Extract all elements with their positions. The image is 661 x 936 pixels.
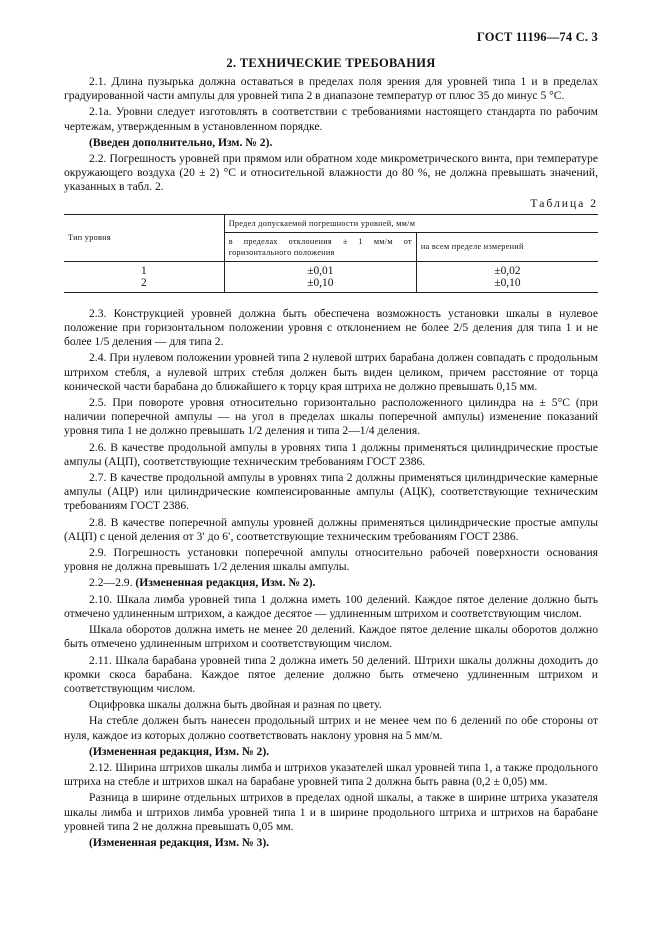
paragraph-prefix: 2.2—2.9. xyxy=(89,576,136,590)
paragraph: (Измененная редакция, Изм. № 3). xyxy=(89,835,270,849)
paragraph: 2.2. Погрешность уровней при прямом или обратном ходе микрометрического винта, при температуре окружающего воздуха (20 ± 2) °С и относительной влажности до 80 %, не должна превышать значений, указанных в табл. 2. xyxy=(64,152,598,194)
paragraphs-after-table xyxy=(64,307,598,850)
table-caption: Таблица 2 xyxy=(530,196,598,210)
paragraph: 2.3. Конструкцией уровней должна быть обеспечена возможность установки шкалы в нулевое положение при горизонтальном положении уровня с отклонением не более 2/5 деления для типа 1 и не более 1/5 деления — для типа 2. xyxy=(64,306,598,349)
column-group-header-error-limit: Предел допускаемой погрешности уровней, мм/м xyxy=(224,214,598,232)
paragraph: 2.7. В качестве продольной ампулы в уровнях типа 2 должны применяться цилиндрические камерные ампулы (АЦР) или цилиндрические компенсированные ампулы (АЦК), соответствующие техническим требованиям ГОСТ 2386. xyxy=(64,471,598,513)
paragraph xyxy=(64,576,598,590)
paragraph: 2.9. Погрешность установки поперечной ампулы относительно рабочей поверхности основания уровня не должна превышать 1/2 деления шкалы ампулы. xyxy=(64,546,598,574)
cell-full-range: ±0,02 xyxy=(416,261,598,277)
paragraph: 2.12. Ширина штрихов шкалы лимба и штрихов указателей шкал уровней типа 1, а также продольного штриха на стебле и штрихов шкал на барабане уровней типа 2 должна быть равна (0,2 ± 0,05) мм. xyxy=(64,760,598,789)
page-header: ГОСТ 11196—74 С. 3 xyxy=(476,30,598,44)
paragraph: (Введен дополнительно, Изм. № 2). xyxy=(89,135,273,149)
table-row xyxy=(64,261,598,277)
paragraph: 2.5. При повороте уровня относительно горизонтально расположенного цилиндра на ± 5°С (при наличии поперечной ампулы — на угол в пределах шкалы поперечной ампулы) изменение показаний уровня типа 1 не должно превышать 1/2 деления и типа 2—1/4 деления. xyxy=(64,396,598,438)
section-title: 2. ТЕХНИЧЕСКИЕ ТРЕБОВАНИЯ xyxy=(226,56,436,70)
paragraph: Шкала оборотов должна иметь не менее 20 делений. Каждое пятое деление шкалы оборотов должно быть отмечено удлиненным штрихом и соответствующим числом. xyxy=(64,623,598,651)
column-header-full-range: на всем пределе измерений xyxy=(416,232,598,261)
paragraph: 2.4. При нулевом положении уровней типа 2 нулевой штрих барабана должен совпадать с продольным штрихом стебля, а нулевой штрих стебля должен быть виден целиком, причем расстояние от торца конической части барабана до ближайшего к торцу края штриха не должно превышать 0,15 мм. xyxy=(64,351,598,393)
paragraph: 2.8. В качестве поперечной ампулы уровней должны применяться цилиндрические простые ампулы (АЦП) с ценой деления от 3′ до 6′, соответствующие техническим требованиям ГОСТ 2386. xyxy=(64,515,598,543)
cell-within-deviation: ±0,01 xyxy=(224,261,416,277)
paragraph: 2.1. Длина пузырька должна оставаться в пределах поля зрения для уровней типа 1 и в пределах градуированной части ампулы для уровней типа 2 в диапазоне температур от плюс 35 до минус 5 °С. xyxy=(64,75,598,103)
paragraph: Оцифровка шкалы должна быть двойная и разная по цвету. xyxy=(89,698,382,712)
cell-level-type: 1 xyxy=(64,261,224,277)
paragraph: (Измененная редакция, Изм. № 2). xyxy=(89,744,270,758)
paragraph: 2.1а. Уровни следует изготовлять в соответствии с требованиями настоящего стандарта по рабочим чертежам, утвержденным в установленном порядке. xyxy=(64,105,598,133)
cell-level-type: 2 xyxy=(64,277,224,293)
tolerance-table xyxy=(64,214,598,293)
cell-full-range: ±0,10 xyxy=(416,277,598,293)
cell-within-deviation: ±0,10 xyxy=(224,277,416,293)
paragraph: 2.10. Шкала лимба уровней типа 1 должна иметь 100 делений. Каждое пятое деление должно быть отмечено удлиненным штрихом, а каждое десятое — удлиненным штрихом и соответствующим числом. xyxy=(64,592,598,620)
paragraphs-before-table xyxy=(64,75,598,195)
amendment-note: (Измененная редакция, Изм. № 2). xyxy=(135,576,316,590)
paragraph: На стебле должен быть нанесен продольный штрих и не менее чем по 6 делений по обе стороны от нуля, каждое из которых должно соответствовать наклону уровня на 5 мм/м. xyxy=(64,714,598,742)
column-header-level-type: Тип уровня xyxy=(64,214,224,261)
table-row xyxy=(64,277,598,293)
paragraph: Разница в ширине отдельных штрихов в пределах одной шкалы, а также в ширине штриха указателя шкалы лимба и штрихов лимба уровней типа 1 и в ширине продольного штриха и штрихов на барабане уровней типа 2 не должна превышать 0,05 мм. xyxy=(64,791,598,833)
column-header-within-deviation: в пределах отклонения ± 1 мм/м от горизонтального положения xyxy=(224,232,416,261)
paragraph: 2.6. В качестве продольной ампулы в уровнях типа 1 должны применяться цилиндрические простые ампулы (АЦП), соответствующие техническим требованиям ГОСТ 2386. xyxy=(64,440,598,468)
document-body xyxy=(64,75,598,852)
paragraph: 2.11. Шкала барабана уровней типа 2 должна иметь 50 делений. Штрихи шкалы должны доходить до кромки скоса барабана. Каждое пятое деление должно быть отмечено удлиненным штрихом и соответствующим числом. xyxy=(64,653,598,695)
